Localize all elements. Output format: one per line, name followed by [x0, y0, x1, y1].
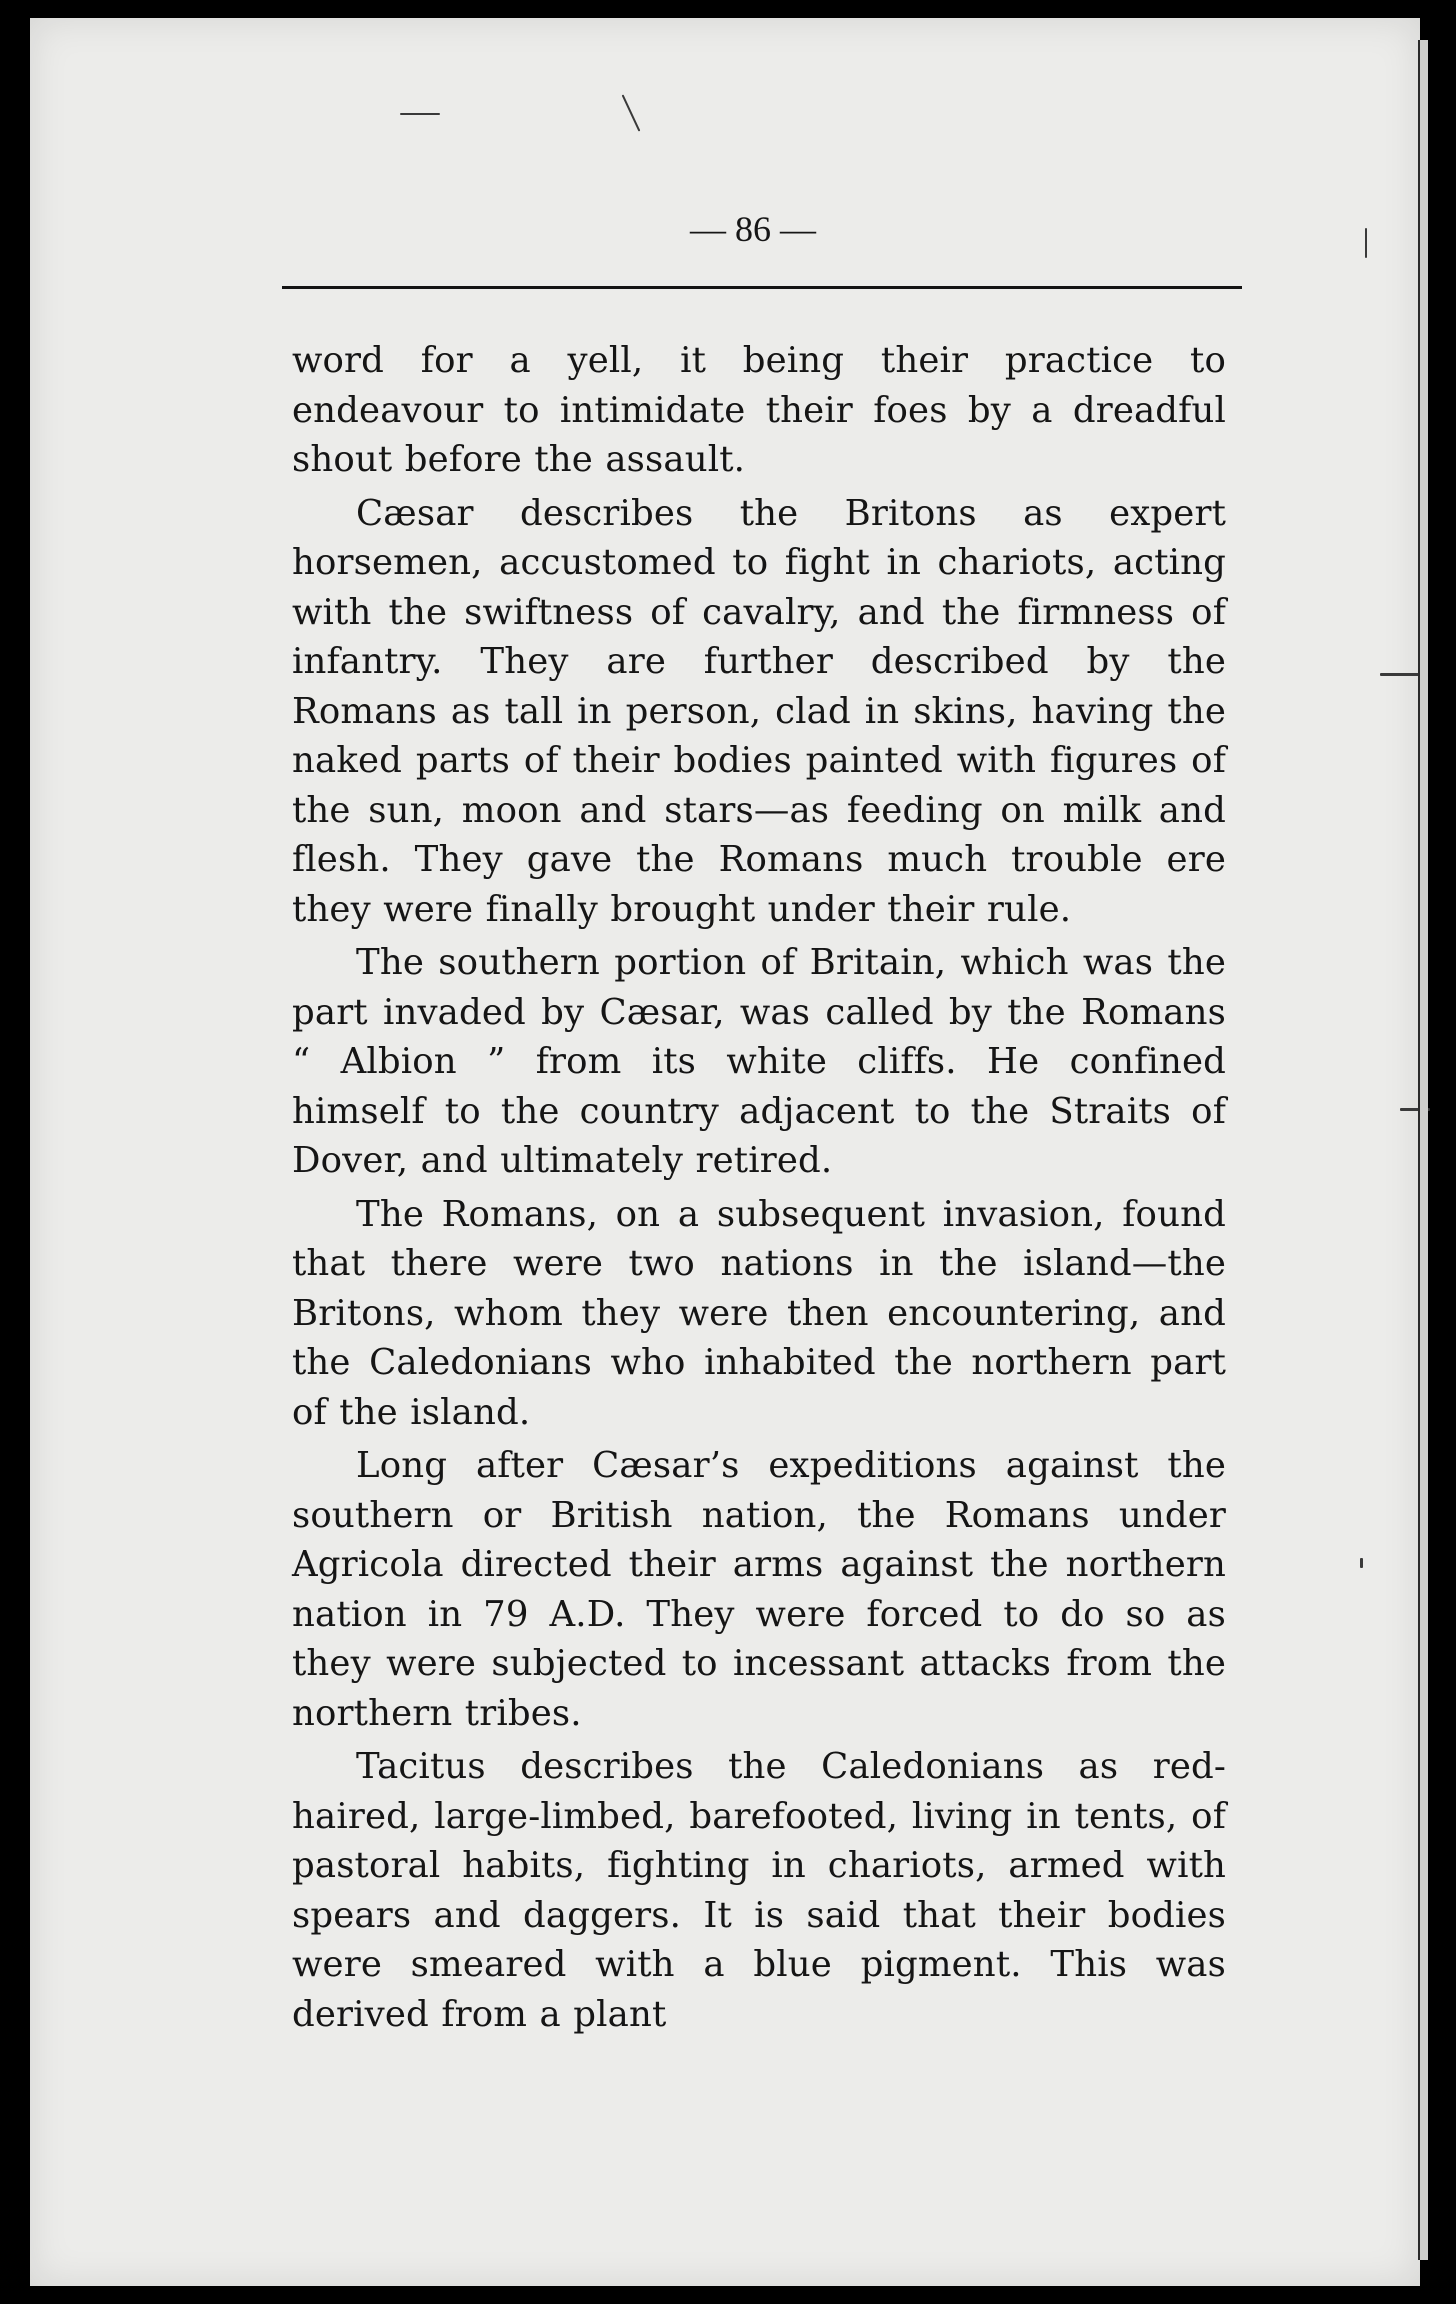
- page-body: [292, 336, 1226, 2039]
- scan-speck: [1365, 228, 1367, 258]
- paragraph-4: The Romans, on a subsequent invasion, found that there were two nations in the island—the Britons, whom they were then encountering, and the Caledonians who inhabited the northern part of the island.: [292, 1193, 1226, 1433]
- scan-speck: [1380, 673, 1420, 676]
- scan-speck: [622, 94, 641, 131]
- paragraph-1: word for a yell, it being their practice to endeavour to intimidate their foes by a dreadful shout before the assault.: [292, 340, 1226, 480]
- paragraph-3: The southern portion of Britain, which was the part invaded by Cæsar, was called by the Romans “ Albion ” from its white cliffs. He confined himself to the country adjacent to the Straits of Dover, and ultimately retired.: [292, 942, 1226, 1181]
- page-edge: [1418, 40, 1428, 2260]
- paragraph-5: Long after Cæsar’s expeditions against the southern or British nation, the Romans under Agricola directed their arms against the northern nation in 79 A.D. They were forced to do so as they were subjected to incessant attacks from the northern tribes.: [292, 1445, 1226, 1734]
- paragraph-6: Tacitus describes the Caledonians as red-haired, large-limbed, barefooted, living in tents, of pastoral habits, fighting in chariots, armed with spears and daggers. It is said that their bodies were smeared with a blue pigment. This was derived from a plant: [292, 1746, 1226, 2035]
- page-number: — 86 —: [690, 209, 816, 249]
- scan-speck: [400, 113, 440, 115]
- book-page: [30, 18, 1420, 2286]
- scan-speck: [1360, 1558, 1363, 1568]
- header-rule: [282, 286, 1242, 289]
- paragraph-2: Cæsar describes the Britons as expert horsemen, accustomed to fight in chariots, acting with the swiftness of cavalry, and the firmness of infantry. They are further described by the Romans as tall in person, clad in skins, having the naked parts of their bodies painted with figures of the sun, moon and stars—as feeding on milk and flesh. They gave the Romans much trouble ere they were finally brought under their rule.: [292, 492, 1226, 930]
